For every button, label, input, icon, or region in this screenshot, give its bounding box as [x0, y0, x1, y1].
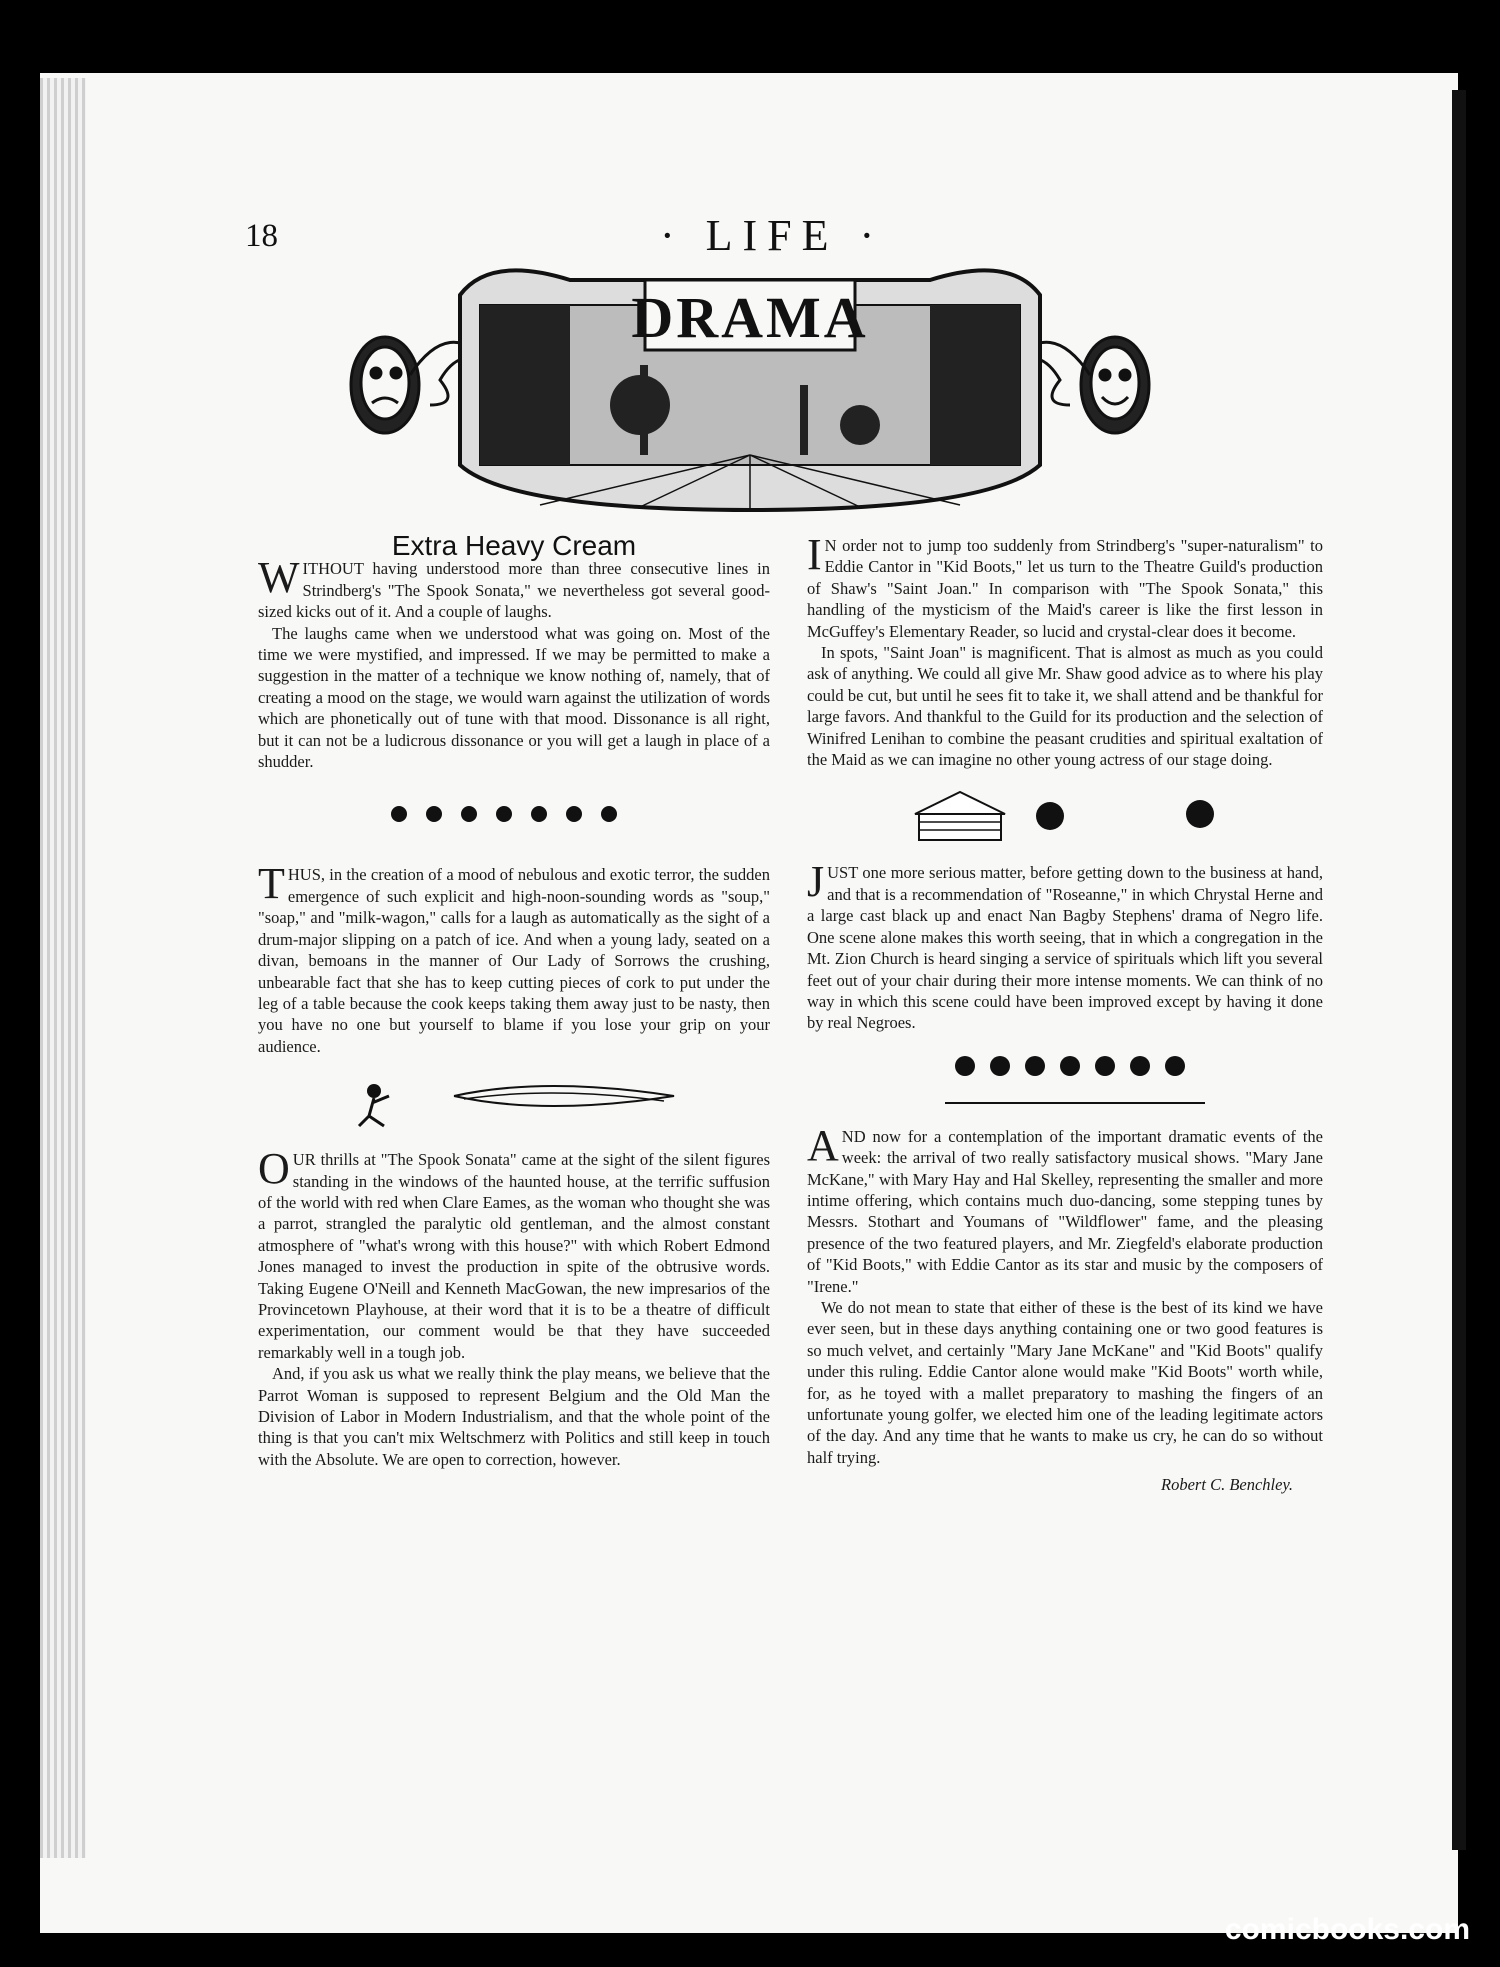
left-column [258, 530, 770, 1470]
running-figure-icon [344, 1071, 684, 1131]
paragraph: And, if you ask us what we really think the play means, we believe that the Parrot Woman is supposed to represent Belgium and the Old Man the Division of Labor in Modern Industrialism, and that the whole point of the thing is that you can't mix Weltschmerz with Politics and still keep in touch with the Absolute. We are open to correction, however. [258, 1364, 770, 1469]
paragraph: JUST one more serious matter, before getting down to the business at hand, and that is a recommendation of "Roseanne," in which Chrystal Herne and a large cast black up and enact Nan Bagby Stephens' drama of Negro life. One scene alone makes this worth seeing, that in which a congregation in the Mt. Zion Church is heard singing a service of spirituals which lift you several feet out of your chair during their more intense moments. We can think of no way in which this scene could have been improved except by having it done by real Negroes. [807, 857, 1323, 1033]
paragraph: WITHOUT having understood more than three consecutive lines in Strindberg's "The Spook Sonata," we nevertheless got several good-sized kicks out of it. And a couple of laughs. [258, 553, 770, 622]
paragraph: OUR thrills at "The Spook Sonata" came at the sight of the silent figures standing in the windows of the haunted house, at the terrific suffusion of the world with red when Clare Eames, as the woman who thought she was a parrot, strangled the paralytic old gentleman, and the almost constant atmosphere of "what's wrong with this house?" with which Robert Edmond Jones managed to invest the production in spite of the obtrusive words. Taking Eugene O'Neill and Kenneth MacGowan, the new impresarios of the Provincetown Playhouse, at their word that it is to be a theatre of difficult experimentation, our comment would be that they have succeeded remarkably well in a tough job. [258, 1144, 770, 1362]
article-title: Extra Heavy Cream [391, 530, 637, 561]
drop-cap: I [807, 530, 822, 579]
decorative-faces-icon [379, 796, 649, 836]
log-cabin-icon [905, 784, 1225, 844]
page-stack-edges [40, 78, 86, 1858]
drama-banner-illustration [340, 255, 1160, 520]
right-column [807, 530, 1323, 1496]
spine-shadow [1452, 90, 1466, 1850]
ornament-heads [258, 786, 770, 846]
author-signature: Robert C. Benchley. [1161, 1475, 1293, 1495]
drop-cap: J [807, 857, 825, 907]
ornament-chorus-line [807, 1048, 1323, 1108]
drop-cap: W [258, 553, 300, 603]
ornament-cabin [807, 784, 1323, 844]
paragraph: I N order not to jump too suddenly from Strindberg's "super-naturalism" to Eddie Cantor in "Kid Boots," let us turn to the Theatre Guild's production of Shaw's "Saint Joan." In comparison with "The Spook Sonata," this handling of the mysticism of the Maid's career is like the first lesson in McGuffey's Elementary Reader, so lucid and crystal-clear does it become. [807, 530, 1323, 641]
paragraph: THUS, in the creation of a mood of nebulous and exotic terror, the sudden emergence of such explicit and high-noon-sounding words as "soup," "soap," and "milk-wagon," calls for a laugh as automatically as the sight of a drum-major slipping on a patch of ice. And when a young lady, seated on a divan, bemoans in the manner of Our Lady of Sorrows the crushing, unbearable fact that she has to keep cutting pieces of cork to put under the leg of a table because the cook keeps taking them away just to be nasty, then you have no one but yourself to blame if you lose your grip on your audience. [258, 859, 770, 1056]
page-number: 18 [245, 218, 278, 254]
watermark: comicbooks.com [1224, 1913, 1470, 1946]
paragraph: We do not mean to state that either of these is the best of its kind we have ever seen, but in these days anything containing one or two good features is so much velvet, and certainly "Mary Jane McKane" and "Kid Boots" qualify under this ruling. Eddie Cantor alone would make "Kid Boots" worth while, for, as he toyed with a mallet preparatory to mashing the fingers of an unfortunate young golfer, we elected him one of the leading legitimate actors of the day. And any time that he wants to make us cry, he can do so without half trying. [807, 1297, 1323, 1467]
drop-cap: T [258, 859, 285, 909]
banner-title: DRAMA [631, 285, 869, 350]
chorus-girls-icon [915, 1048, 1215, 1108]
masthead: · LIFE · [660, 211, 885, 260]
paragraph: In spots, "Saint Joan" is magnificent. That is almost as much as you could ask of anything. We could all give Mr. Shaw good advice as to where his play could be cut, but until he sees fit to take it, we shall attend and be thankful for large favors. And thankful to the Guild for its production and the selection of Winifred Lenihan to combine the peasant crudities and spiritual exaltation of the Maid as we can imagine no other young actress of our stage doing. [807, 643, 1323, 770]
ornament-running-figure [258, 1071, 770, 1131]
drop-cap: O [258, 1144, 290, 1194]
paragraph: AND now for a contemplation of the important dramatic events of the week: the arrival of two really satisfactory musical shows. "Mary Jane McKane," with Mary Hay and Hal Skelley, representing the smaller and more intime offering, which contains much duo-dancing, some stepping tunes by Messrs. Stothart and Youmans of "Wildflower" fame, and the pleasing presence of the two featured players, and Mr. Ziegfeld's elaborate production of "Kid Boots," with Eddie Cantor as its star and music by the composers of "Irene." [807, 1120, 1323, 1296]
drop-cap: A [807, 1120, 839, 1170]
paragraph: The laughs came when we understood what was going on. Most of the time we were mystified, and impressed. If we may be permitted to make a suggestion in the matter of a technique we know nothing of, namely, that of creating a mood on the stage, we would warn against the utilization of words which are phonetically out of tune with that mood. Dissonance is all right, but it can not be a ludicrous dissonance or you will get a laugh in place of a shudder. [258, 623, 770, 772]
